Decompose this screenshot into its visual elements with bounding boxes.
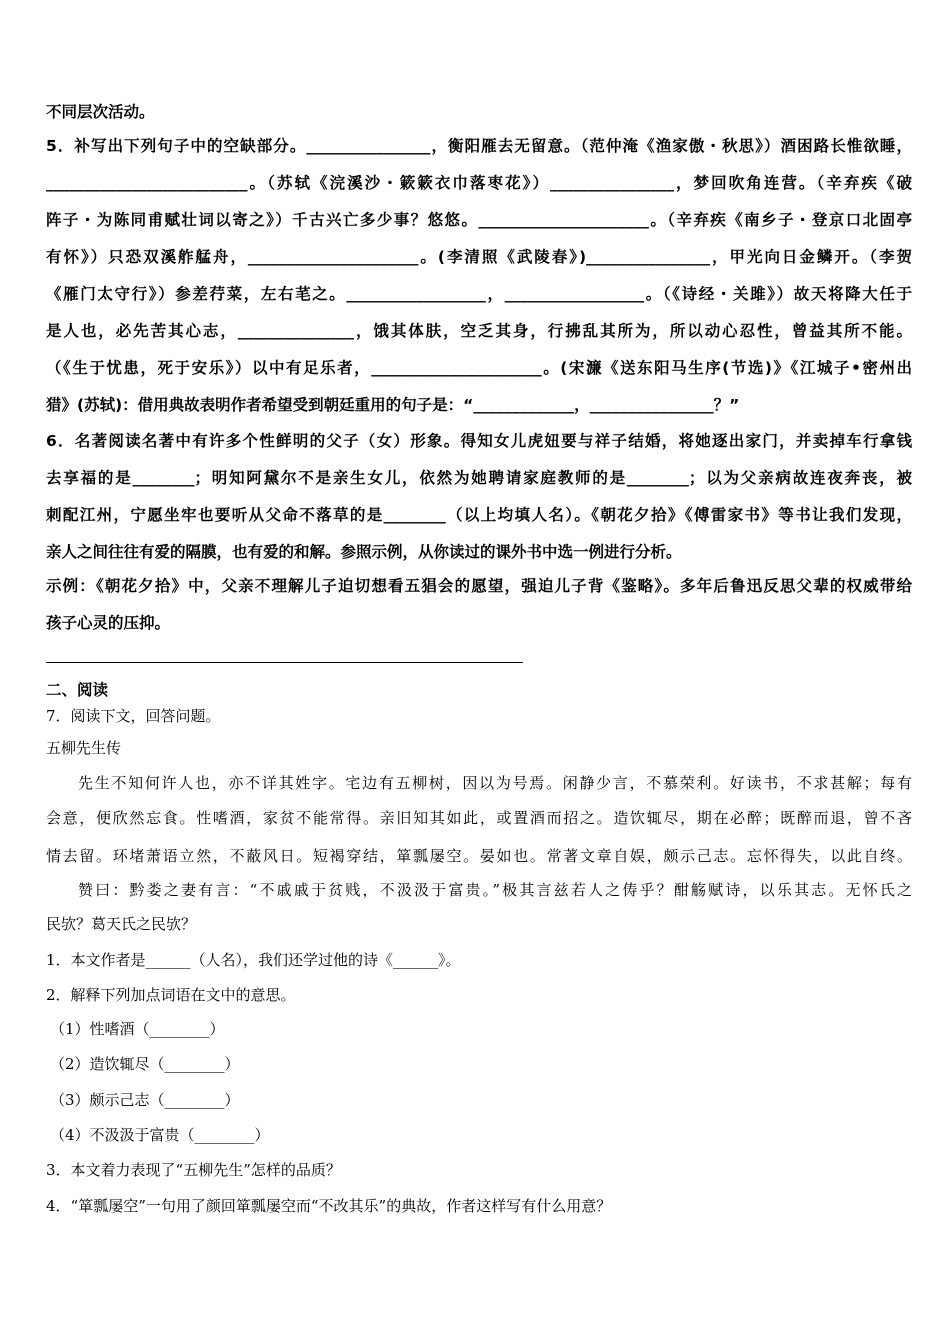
question-5-line: 5．补写出下列句子中的空缺部分。________________，衡阳雁去无留意。（范仲淹《渔家傲・秋思》）酒困路长惟欲睡，	[46, 137, 912, 155]
passage-line: 情去留。环堵萧语立然，不蔽风日。短褐穿结，箪瓢屡空。晏如也。常著文章自娱，颇示己志。忘怀得失，以此自终。	[46, 847, 912, 865]
question-6-example-line: 孩子心灵的压抑。	[46, 614, 171, 632]
text-line: 不同层次活动。	[46, 103, 155, 121]
passage-line: 赞曰：黔娄之妻有言：“不戚戚于贫贱，不汲汲于富贵。”极其言兹若人之俦乎？酣觞赋诗，以乐其志。无怀氏之	[78, 881, 912, 899]
passage-line: 会意，便欣然忘食。性嗜酒，家贫不能常得。亲旧知其如此，或置酒而招之。造饮辄尽，期在必醉；既醉而退，曾不吝	[46, 809, 912, 827]
question-5-line: 阵子・为陈同甫赋壮词以寄之》）千古兴亡多少事？悠悠。______________________。（辛弃疾《南乡子・登京口北固亭	[46, 211, 912, 229]
question-6-example-line: 示例：《朝花夕拾》中，父亲不理解儿子迫切想看五猖会的愿望，强迫儿子背《鉴略》。多年后鲁迅反思父辈的权威带给	[46, 577, 912, 595]
question-5-line: 猎》(苏轼)：借用典故表明作者希望受到朝廷重用的句子是：“_____________，________________？”	[46, 396, 740, 414]
question-5-line: __________________________。（苏轼《浣溪沙・簌簌衣巾落枣花》）________________，梦回吹角连营。（辛弃疾《破	[46, 174, 912, 192]
sub-question: 4．“箪瓢屡空”一句用了颜回箪瓢屡空而“不改其乐”的典故，作者这样写有什么用意？	[46, 1197, 612, 1215]
question-7-prompt: 7．阅读下文，回答问题。	[46, 707, 221, 725]
answer-line	[46, 662, 523, 663]
passage-title: 五柳先生传	[46, 739, 122, 757]
question-5-line: 《雁门太守行》）参差荇菜，左右芼之。__________________，__________________。（《诗经・关雎》）故天将降大任于	[46, 285, 912, 303]
sub-question: 1．本文作者是______（人名），我们还学过他的诗《______》。	[46, 951, 461, 969]
question-6-line: 去享福的是________；明知阿黛尔不是亲生女儿，依然为她聘请家庭教师的是________；以为父亲病故连夜奔丧，被	[46, 469, 912, 487]
sub-question-item: （2）造饮辄尽（________）	[50, 1055, 240, 1073]
passage-line: 民欤？葛天氏之民欤？	[46, 915, 197, 933]
question-6-line: 刺配江州，宁愿坐牢也要听从父命不落草的是________（以上均填人名）。《朝花夕拾》《傅雷家书》等书让我们发现，	[46, 506, 912, 524]
sub-question-item: （1）性嗜酒（________）	[50, 1020, 225, 1038]
section-heading: 二、阅读	[46, 681, 109, 699]
question-5-line: 有怀》）只恐双溪舴艋舟，______________________。(李清照《武陵春》)________________，甲光向日金鳞开。（李贺	[46, 248, 912, 266]
passage-line: 先生不知何许人也，亦不详其姓字。宅边有五柳树，因以为号焉。闲静少言，不慕荣利。好读书，不求甚解；每有	[78, 774, 912, 792]
question-5-line: 是人也，必先苦其心志，_______________，饿其体肤，空乏其身，行拂乱其所为，所以动心忍性，曾益其所不能。	[46, 322, 912, 340]
sub-question-item: （4）不汲汲于富贵（________）	[50, 1126, 270, 1144]
sub-question: 2．解释下列加点词语在文中的意思。	[46, 986, 296, 1004]
question-5-line: （《生于忧患，死于安乐》）以中有足乐者，______________________。(宋濂《送东阳马生序(节选)》《江城子•密州出	[46, 359, 912, 377]
question-6-line: 6．名著阅读名著中有许多个性鲜明的父子（女）形象。得知女儿虎妞要与祥子结婚，将她逐出家门，并卖掉车行拿钱	[46, 432, 912, 450]
sub-question: 3．本文着力表现了“五柳先生”怎样的品质？	[46, 1161, 341, 1179]
sub-question-item: （3）颇示己志（________）	[50, 1091, 240, 1109]
question-6-line: 亲人之间往往有爱的隔膜，也有爱的和解。参照示例，从你读过的课外书中选一例进行分析。	[46, 543, 682, 561]
